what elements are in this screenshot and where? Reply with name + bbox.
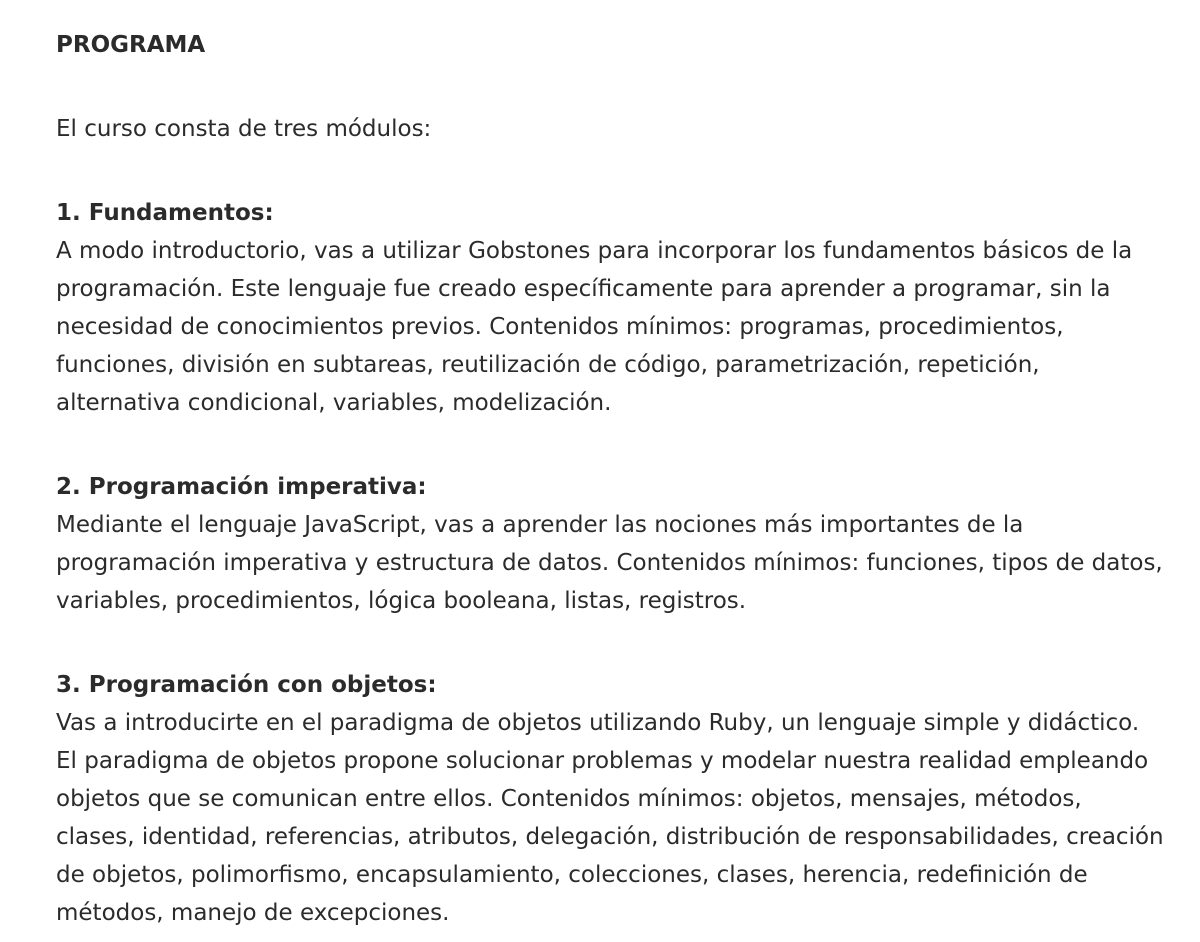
module-description: Mediante el lenguaje JavaScript, vas a aprender las nociones más importantes de la programación imperativa y estructura de datos. Contenidos mínimos: funciones, tipos de datos, variables, procedimientos, lógica booleana, listas, registros. xyxy=(56,512,1163,614)
module-title: 1. Fundamentos: xyxy=(56,200,274,226)
intro-text: El curso consta de tres módulos: xyxy=(56,116,432,142)
module-description: Vas a introducirte en el paradigma de objetos utilizando Ruby, un lenguaje simple y didáctico. El paradigma de objetos propone solucionar problemas y modelar nuestra realidad empleando objetos que se comunican entre ellos. Contenidos mínimos: objetos, mensajes, métodos, clases, identidad, referencias, atributos, delegación, distribución de responsabilidades, creación de objetos, polimorfismo, encapsulamiento, colecciones, clases, herencia, redefinición de métodos, manejo de excepciones. xyxy=(56,710,1164,926)
module-programacion-objetos xyxy=(56,666,1166,932)
page-heading: PROGRAMA xyxy=(56,32,206,58)
module-programacion-imperativa xyxy=(56,468,1166,620)
module-title: 2. Programación imperativa: xyxy=(56,474,427,500)
program-content xyxy=(56,26,1166,932)
module-title: 3. Programación con objetos: xyxy=(56,672,437,698)
module-fundamentos xyxy=(56,194,1166,422)
module-description: A modo introductorio, vas a utilizar Gobstones para incorporar los fundamentos básicos de la programación. Este lenguaje fue creado específicamente para aprender a programar, sin la necesidad de conocimientos previos. Contenidos mínimos: programas, procedimientos, funciones, división en subtareas, reutilización de código, parametrización, repetición, alternativa condicional, variables, modelización. xyxy=(56,238,1133,416)
